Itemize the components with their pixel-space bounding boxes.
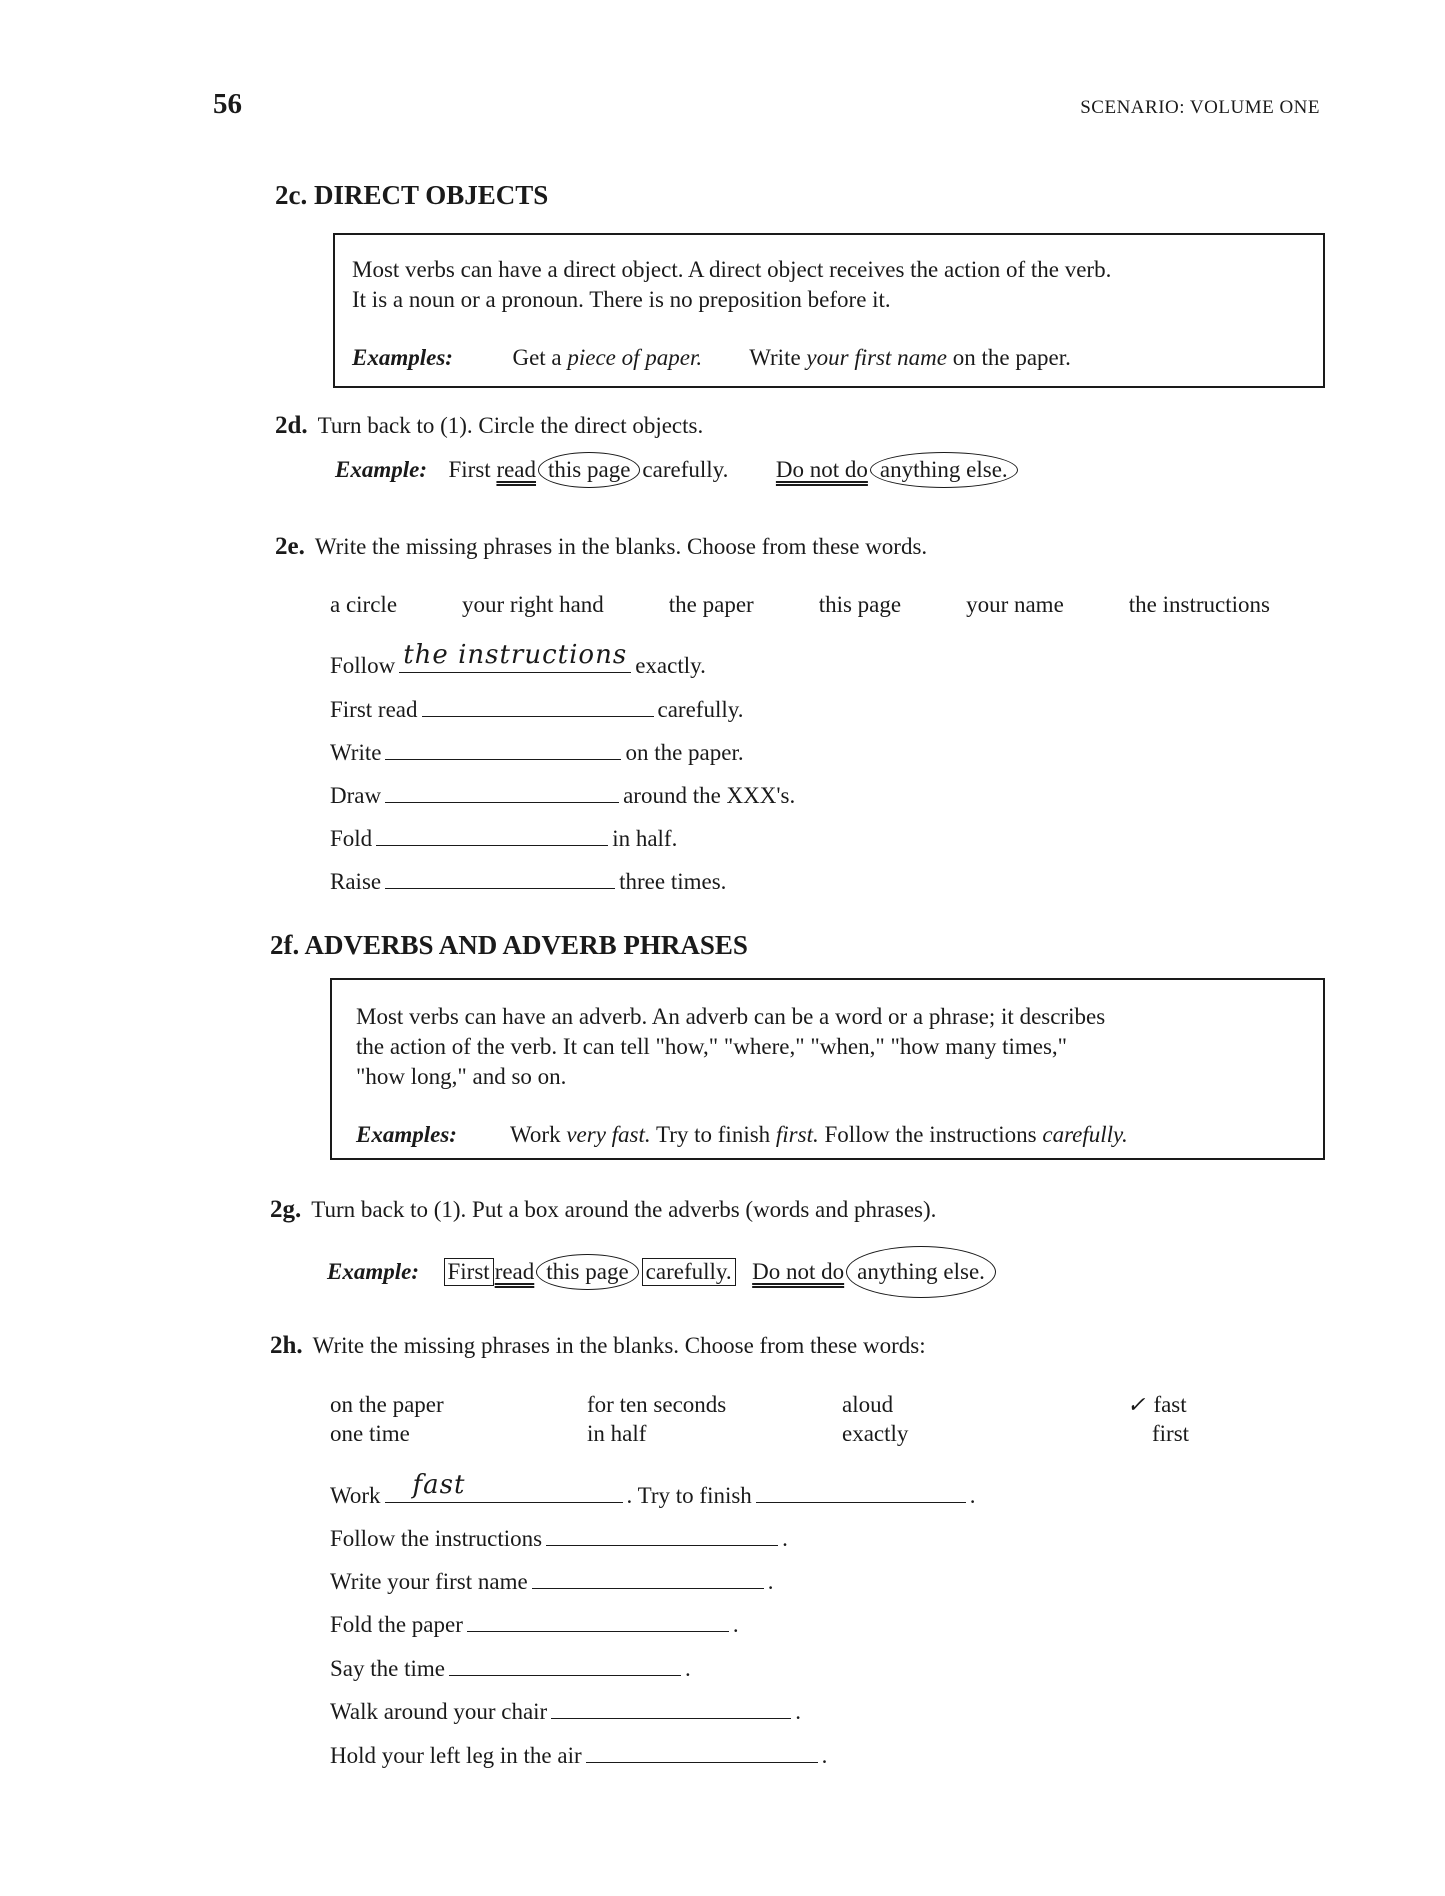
example-text: Work bbox=[510, 1122, 567, 1147]
sentence-end: in half. bbox=[612, 826, 678, 851]
answer-blank[interactable] bbox=[385, 735, 621, 760]
section-2c-title: DIRECT OBJECTS bbox=[313, 180, 549, 210]
example-label: Example: bbox=[327, 1259, 419, 1284]
sentence-end: . bbox=[795, 1699, 801, 1724]
section-2f-heading bbox=[270, 930, 748, 961]
word-choice: one time bbox=[330, 1421, 410, 1446]
section-2c-number: 2c. bbox=[275, 180, 308, 210]
section-2c-heading bbox=[275, 180, 548, 211]
definition-line: "how long," and so on. bbox=[356, 1064, 567, 1089]
answer-blank[interactable] bbox=[399, 640, 631, 673]
answer-blank[interactable] bbox=[756, 1478, 966, 1503]
handwritten-answer: fast bbox=[412, 1470, 466, 1500]
section-2g-example bbox=[327, 1246, 998, 1298]
section-2f-title: ADVERBS AND ADVERB PHRASES bbox=[304, 930, 748, 960]
instruction-text: Turn back to (1). Put a box around the adverbs (words and phrases). bbox=[311, 1197, 937, 1222]
sentence-start: Say the time bbox=[330, 1656, 445, 1681]
sentence-start: Follow bbox=[330, 653, 396, 678]
section-2f-number: 2f. bbox=[270, 930, 300, 960]
running-head: SCENARIO: VOLUME ONE bbox=[1080, 97, 1320, 118]
example-word: First bbox=[448, 457, 497, 482]
sentence-start: Raise bbox=[330, 869, 382, 894]
example-text: Write bbox=[749, 345, 807, 370]
word-choice: the paper bbox=[668, 592, 754, 617]
sentence-end: . bbox=[732, 1612, 739, 1637]
example-emphasis: first. bbox=[775, 1122, 819, 1147]
definition-line: the action of the verb. It can tell "how," "where," "when," "how many times," bbox=[356, 1034, 1068, 1059]
verb-underlined: read bbox=[494, 1259, 535, 1284]
exercise-line bbox=[330, 735, 744, 766]
answer-blank[interactable] bbox=[376, 821, 608, 846]
section-2d-example bbox=[335, 452, 1020, 488]
sentence-start: Walk around your chair bbox=[330, 1699, 548, 1724]
example-word: carefully. bbox=[642, 457, 729, 482]
answer-blank[interactable] bbox=[586, 1738, 818, 1763]
sentence-end: three times. bbox=[619, 869, 727, 894]
direct-object-circled: anything else. bbox=[870, 452, 1018, 488]
example-text: Get a bbox=[512, 345, 568, 370]
sentence-end: . bbox=[969, 1483, 976, 1508]
examples-line bbox=[356, 1120, 1303, 1150]
definition-line: Most verbs can have a direct object. A direct object receives the action of the verb. bbox=[352, 257, 1112, 282]
direct-object-circled: this page bbox=[538, 452, 640, 488]
answer-blank[interactable] bbox=[385, 864, 615, 889]
answer-blank[interactable] bbox=[467, 1607, 729, 1632]
word-bank-2e bbox=[330, 592, 1270, 618]
exercise-line bbox=[330, 1694, 801, 1725]
sentence-start: Work bbox=[330, 1483, 381, 1508]
example-emphasis: carefully. bbox=[1042, 1122, 1128, 1147]
word-choice: in half bbox=[587, 1421, 647, 1446]
example-emphasis: your first name bbox=[806, 345, 947, 370]
sentence-end: on the paper. bbox=[625, 740, 744, 765]
sentence-middle: . Try to finish bbox=[626, 1483, 752, 1508]
answer-blank[interactable] bbox=[532, 1564, 764, 1589]
example-text: on the paper. bbox=[946, 345, 1071, 370]
instruction-text: Write the missing phrases in the blanks. Choose from these words: bbox=[312, 1333, 926, 1358]
sentence-start: Write bbox=[330, 740, 382, 765]
section-2g-instruction bbox=[270, 1196, 936, 1224]
word-bank-2h-col3 bbox=[842, 1390, 908, 1448]
word-choice: fast bbox=[1153, 1392, 1187, 1417]
exercise-line bbox=[330, 1607, 739, 1638]
direct-objects-definition-box bbox=[333, 233, 1325, 388]
direct-object-circled: anything else. bbox=[846, 1246, 996, 1298]
word-choice: for ten seconds bbox=[587, 1392, 727, 1417]
definition-line: Most verbs can have an adverb. An adverb can be a word or a phrase; it describes bbox=[356, 1004, 1106, 1029]
word-bank-2h-col2 bbox=[587, 1390, 726, 1448]
handwritten-answer: the instructions bbox=[403, 640, 628, 670]
exercise-line bbox=[330, 640, 706, 679]
sentence-start: First read bbox=[330, 697, 418, 722]
verb-underlined: Do not do bbox=[775, 457, 868, 482]
adverb-boxed: carefully. bbox=[642, 1258, 736, 1286]
section-2g-number: 2g. bbox=[270, 1196, 302, 1223]
answer-blank[interactable] bbox=[551, 1694, 791, 1719]
sentence-start: Fold bbox=[330, 826, 373, 851]
answer-blank[interactable] bbox=[449, 1651, 681, 1676]
sentence-start: Write your first name bbox=[330, 1569, 528, 1594]
word-choice: this page bbox=[818, 592, 902, 617]
sentence-end: around the XXX's. bbox=[623, 783, 796, 808]
examples-line bbox=[352, 343, 1306, 373]
example-label: Example: bbox=[335, 457, 427, 482]
section-2h-instruction bbox=[270, 1332, 926, 1360]
verb-underlined: Do not do bbox=[752, 1259, 845, 1284]
definition-line: It is a noun or a pronoun. There is no preposition before it. bbox=[352, 287, 891, 312]
example-text: Try to finish bbox=[650, 1122, 776, 1147]
exercise-line bbox=[330, 1470, 976, 1509]
answer-blank[interactable] bbox=[546, 1521, 778, 1546]
direct-object-circled: this page bbox=[536, 1254, 638, 1290]
section-2e-number: 2e. bbox=[275, 533, 305, 560]
sentence-end: exactly. bbox=[635, 653, 706, 678]
section-2h-number: 2h. bbox=[270, 1332, 303, 1359]
word-choice: first bbox=[1152, 1421, 1190, 1446]
instruction-text: Write the missing phrases in the blanks. Choose from these words. bbox=[314, 534, 928, 559]
examples-label: Examples: bbox=[356, 1122, 457, 1147]
word-bank-2h-col4 bbox=[1127, 1390, 1189, 1448]
sentence-start: Fold the paper bbox=[330, 1612, 463, 1637]
adverb-boxed: First bbox=[444, 1258, 494, 1286]
section-2e-instruction bbox=[275, 533, 927, 561]
examples-label: Examples: bbox=[352, 345, 453, 370]
word-bank-2h-col1 bbox=[330, 1390, 444, 1448]
word-choice: a circle bbox=[330, 592, 398, 617]
word-choice: aloud bbox=[842, 1392, 894, 1417]
sentence-end: . bbox=[767, 1569, 774, 1594]
exercise-line bbox=[330, 1651, 691, 1682]
sentence-end: carefully. bbox=[657, 697, 744, 722]
sentence-start: Draw bbox=[330, 783, 382, 808]
sentence-end: . bbox=[782, 1526, 788, 1551]
exercise-line bbox=[330, 864, 726, 895]
adverbs-definition-box bbox=[330, 978, 1325, 1160]
exercise-line bbox=[330, 1564, 773, 1595]
check-mark-icon: ✓ bbox=[1127, 1392, 1146, 1417]
word-choice: exactly bbox=[842, 1421, 909, 1446]
example-emphasis: piece of paper. bbox=[567, 345, 703, 370]
word-choice: your right hand bbox=[462, 592, 604, 617]
sentence-end: . bbox=[684, 1656, 691, 1681]
exercise-line bbox=[330, 821, 677, 852]
example-text: Follow the instructions bbox=[818, 1122, 1043, 1147]
sentence-end: . bbox=[821, 1743, 828, 1768]
exercise-line bbox=[330, 692, 744, 723]
word-choice: your name bbox=[966, 592, 1064, 617]
verb-underlined: read bbox=[496, 457, 537, 482]
exercise-line bbox=[330, 1738, 827, 1769]
example-emphasis: very fast. bbox=[566, 1122, 651, 1147]
section-2d-instruction bbox=[275, 412, 703, 440]
exercise-line bbox=[330, 778, 795, 809]
answer-blank[interactable] bbox=[422, 692, 654, 717]
answer-blank[interactable] bbox=[385, 778, 619, 803]
answer-blank[interactable] bbox=[385, 1470, 623, 1503]
sentence-start: Hold your left leg in the air bbox=[330, 1743, 582, 1768]
word-choice: on the paper bbox=[330, 1392, 444, 1417]
exercise-line bbox=[330, 1521, 788, 1552]
section-2d-number: 2d. bbox=[275, 412, 308, 439]
sentence-start: Follow the instructions bbox=[330, 1526, 543, 1551]
instruction-text: Turn back to (1). Circle the direct objects. bbox=[317, 413, 704, 438]
word-choice: the instructions bbox=[1128, 592, 1270, 617]
page-number: 56 bbox=[213, 88, 242, 120]
